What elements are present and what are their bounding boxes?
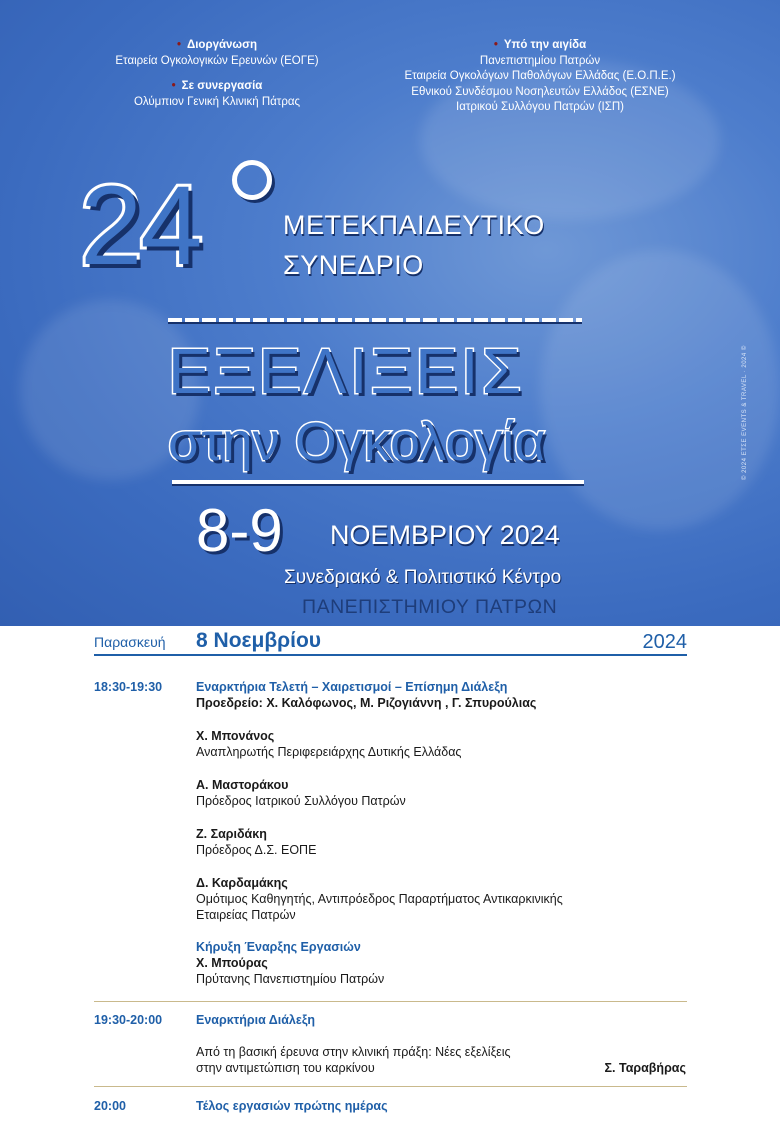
organizer-label: • Διοργάνωση xyxy=(92,38,342,54)
speaker-name: Α. Μαστοράκου xyxy=(196,778,289,792)
session1-time: 18:30-19:30 xyxy=(94,680,163,694)
hero-line1: ΜΕΤΕΚΠΑΙΔΕΥΤΙΚΟ xyxy=(283,210,545,240)
speaker-name: Δ. Καρδαμάκης xyxy=(196,876,288,890)
credit-vertical: © 2024 ΕΤΣΕ EVENTS & TRAVEL · 2024 © xyxy=(742,345,748,480)
speaker-name: Ζ. Σαριδάκη xyxy=(196,827,267,841)
venue-line2: ΠΑΝΕΠΙΣΤΗΜΙΟΥ ΠΑΤΡΩΝ xyxy=(302,596,558,618)
event-days: 8-9 xyxy=(196,497,283,564)
speaker-name: Χ. Μπούρας xyxy=(196,956,268,970)
organizer-block xyxy=(92,38,342,110)
auspices-item: Εταιρεία Ογκολόγων Παθολόγων Ελλάδας (Ε.Ο.Π.Ε.) xyxy=(404,70,676,82)
talk-title-line2: στην αντιμετώπιση του καρκίνου xyxy=(196,1061,375,1075)
speaker-role: Πρόεδρος Ιατρικού Συλλόγου Πατρών xyxy=(196,794,406,808)
session-separator xyxy=(94,1086,687,1087)
divider-top xyxy=(168,318,582,324)
speaker-role: Πρόεδρος Δ.Σ. ΕΟΠΕ xyxy=(196,843,317,857)
speaker-role: Ομότιμος Καθηγητής, Αντιπρόεδρος Παραρτήματος Αντικαρκινικής xyxy=(196,892,563,906)
title-sub: στην Ογκολογία xyxy=(168,412,546,472)
session1-title: Εναρκτήρια Τελετή – Χαιρετισμοί – Επίσημη Διάλεξη xyxy=(196,680,508,694)
auspices-item: Εθνικού Συνδέσμου Νοσηλευτών Ελλάδος (ΕΣΝΕ) xyxy=(411,85,669,98)
session3-time: 20:00 xyxy=(94,1099,126,1113)
cooperation-name: Ολύμπιον Γενική Κλινική Πάτρας xyxy=(133,95,301,108)
session3-title: Τέλος εργασιών πρώτης ημέρας xyxy=(196,1099,388,1113)
session-separator xyxy=(94,1001,687,1002)
title-main: ΕΞΕΛΙΞΕΙΣ xyxy=(168,335,525,407)
auspices-block xyxy=(380,38,700,116)
day-date xyxy=(196,629,321,653)
speaker-role: Πρύτανης Πανεπιστημίου Πατρών xyxy=(196,972,385,986)
speaker-name: Χ. Μπονάνος xyxy=(196,729,275,743)
day-name: Παρασκευή xyxy=(94,634,166,650)
day-year: 2024 xyxy=(642,631,687,653)
day-number: 8 xyxy=(196,629,208,652)
session2-title: Εναρκτήρια Διάλεξη xyxy=(196,1013,316,1027)
auspices-item: Ιατρικού Συλλόγου Πατρών (ΙΣΠ) xyxy=(456,101,624,113)
opening-label: Κήρυξη Έναρξης Εργασιών xyxy=(196,940,361,954)
divider-bottom xyxy=(172,480,584,486)
degree-symbol xyxy=(232,160,272,200)
organizer-name: Εταιρεία Ογκολογικών Ερευνών (ΕΟΓΕ) xyxy=(115,54,319,67)
day-header xyxy=(94,628,687,656)
session1-block xyxy=(196,679,686,987)
speaker-role: Εταιρείας Πατρών xyxy=(196,908,296,922)
session3-block xyxy=(196,1098,686,1114)
event-month: ΝΟΕΜΒΡΙΟΥ 2024 xyxy=(330,520,560,550)
talk-title-line1: Από τη βασική έρευνα στην κλινική πράξη: Νέες εξελίξεις xyxy=(196,1045,511,1059)
auspices-label: • Υπό την αιγίδα xyxy=(380,38,700,54)
edition-number: 24 xyxy=(80,163,201,288)
venue-line1: Συνεδριακό & Πολιτιστικό Κέντρο xyxy=(284,567,562,588)
speaker-role: Αναπληρωτής Περιφερειάρχης Δυτικής Ελλάδας xyxy=(196,745,462,759)
hero-line2: ΣΥΝΕΔΡΙΟ xyxy=(283,250,424,280)
auspices-item: Πανεπιστημίου Πατρών xyxy=(479,54,601,67)
session1-chairs: Προεδρείο: Χ. Καλόφωνος, Μ. Ριζογιάννη , Γ. Σπυρούλιας xyxy=(196,696,537,710)
cooperation-label: • Σε συνεργασία xyxy=(92,79,342,95)
talk-speaker: Σ. Ταραβήρας xyxy=(604,1061,686,1075)
day-month: Νοεμβρίου xyxy=(213,629,322,652)
session2-time: 19:30-20:00 xyxy=(94,1013,163,1027)
